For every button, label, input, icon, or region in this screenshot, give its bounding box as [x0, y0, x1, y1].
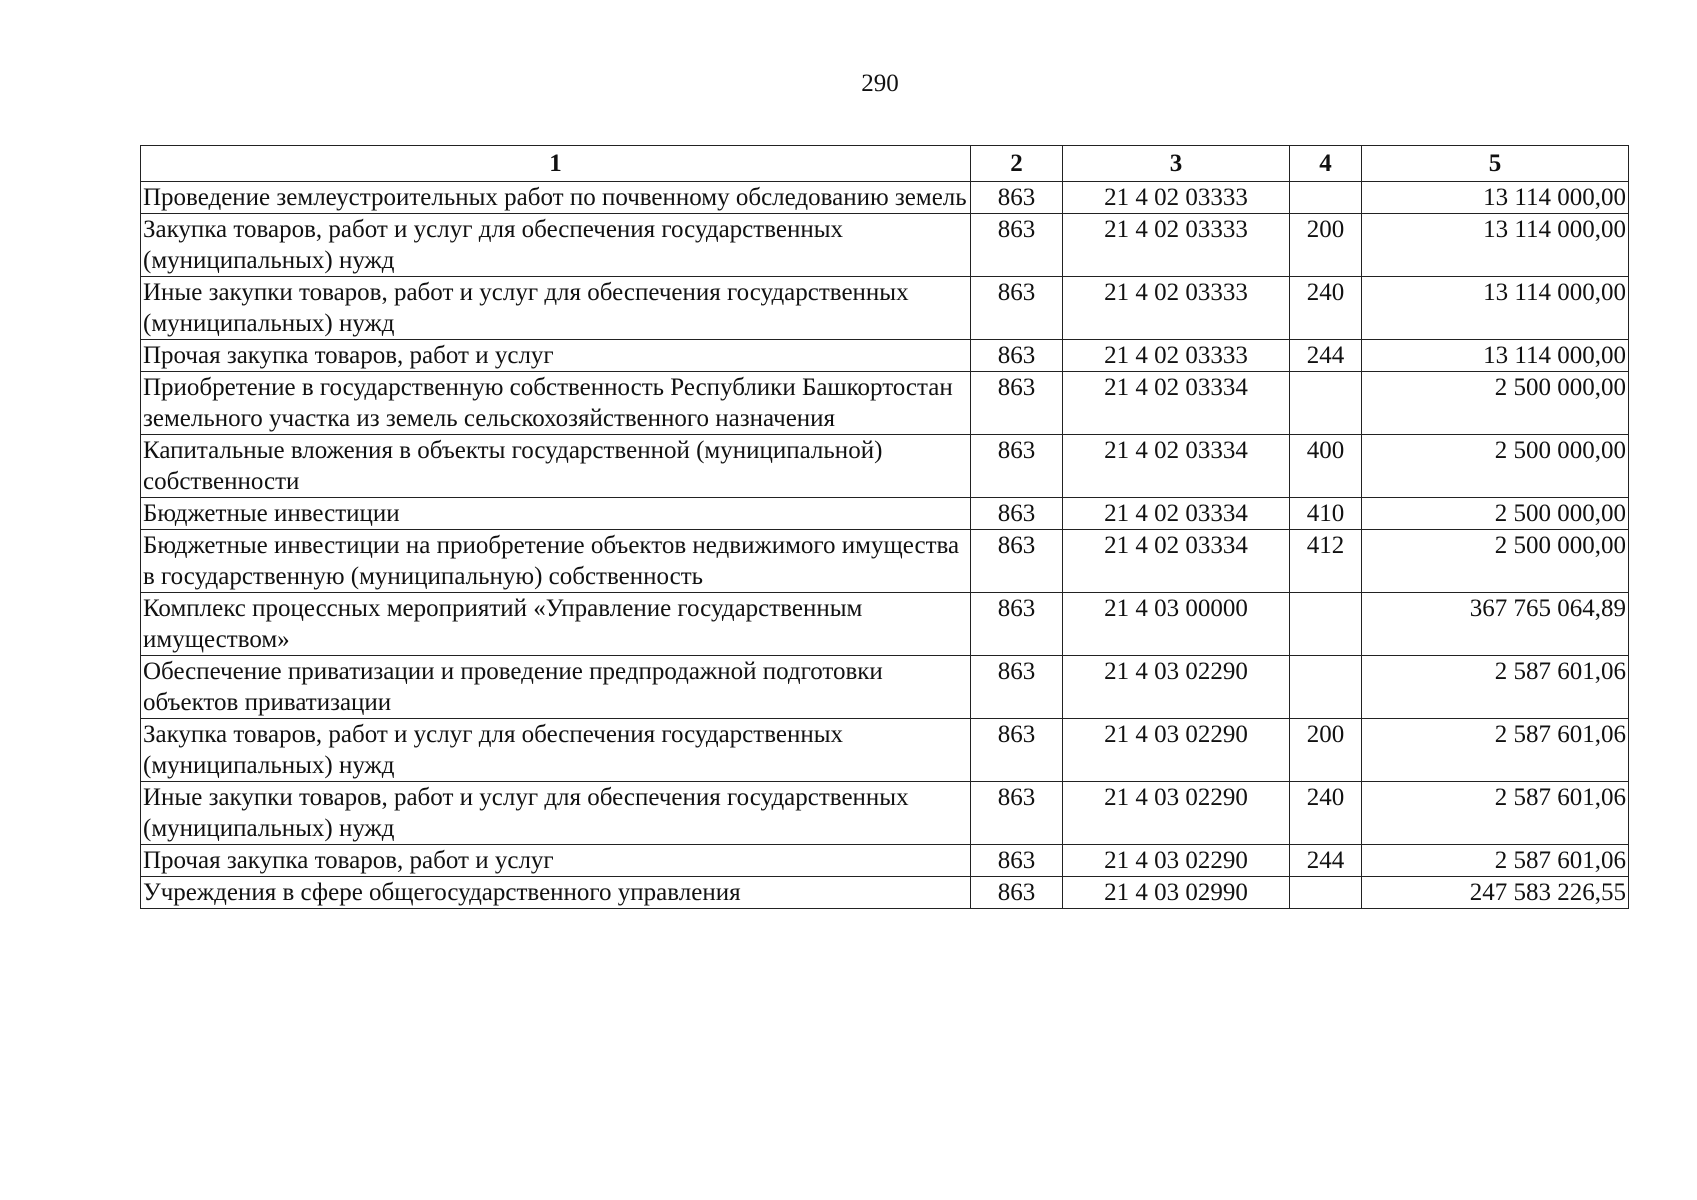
row-csr-cell: 21 4 02 03334 [1063, 372, 1290, 435]
row-csr-cell: 21 4 02 03334 [1063, 498, 1290, 530]
page-number: 290 [861, 70, 899, 97]
table-header-row [141, 146, 1629, 182]
row-name-cell: Прочая закупка товаров, работ и услуг [141, 845, 971, 877]
header-cell-1: 1 [141, 146, 971, 182]
row-amount-cell: 2 587 601,06 [1362, 782, 1629, 845]
table-row [141, 845, 1629, 877]
row-csr-cell: 21 4 02 03333 [1063, 340, 1290, 372]
row-vr-cell: 244 [1290, 845, 1362, 877]
row-vr-cell [1290, 656, 1362, 719]
row-csr-cell: 21 4 03 02290 [1063, 656, 1290, 719]
table-row [141, 340, 1629, 372]
header-cell-3: 3 [1063, 146, 1290, 182]
row-ministry-cell: 863 [971, 340, 1063, 372]
table-row [141, 719, 1629, 782]
row-amount-cell: 13 114 000,00 [1362, 214, 1629, 277]
row-ministry-cell: 863 [971, 782, 1063, 845]
table-row [141, 656, 1629, 719]
row-name-cell: Приобретение в государственную собственность Республики Башкортостан земельного участка из земель сельскохозяйственного назначения [141, 372, 971, 435]
row-amount-cell: 13 114 000,00 [1362, 277, 1629, 340]
row-vr-cell: 244 [1290, 340, 1362, 372]
row-csr-cell: 21 4 03 02990 [1063, 877, 1290, 909]
row-name-cell: Капитальные вложения в объекты государственной (муниципальной) собственности [141, 435, 971, 498]
row-name-cell: Бюджетные инвестиции на приобретение объектов недвижимого имущества в государственную (муниципальную) собственность [141, 530, 971, 593]
row-name-cell: Прочая закупка товаров, работ и услуг [141, 340, 971, 372]
row-amount-cell: 367 765 064,89 [1362, 593, 1629, 656]
row-ministry-cell: 863 [971, 435, 1063, 498]
row-name-cell: Закупка товаров, работ и услуг для обеспечения государственных (муниципальных) нужд [141, 719, 971, 782]
header-cell-2: 2 [971, 146, 1063, 182]
row-amount-cell: 2 587 601,06 [1362, 656, 1629, 719]
table-row [141, 782, 1629, 845]
row-csr-cell: 21 4 03 02290 [1063, 845, 1290, 877]
row-name-cell: Проведение землеустроительных работ по почвенному обследованию земель [141, 182, 971, 214]
table-row [141, 372, 1629, 435]
row-amount-cell: 2 587 601,06 [1362, 719, 1629, 782]
row-csr-cell: 21 4 02 03333 [1063, 182, 1290, 214]
table-row [141, 182, 1629, 214]
row-amount-cell: 13 114 000,00 [1362, 340, 1629, 372]
table-row [141, 498, 1629, 530]
row-vr-cell: 400 [1290, 435, 1362, 498]
row-csr-cell: 21 4 02 03334 [1063, 530, 1290, 593]
row-csr-cell: 21 4 02 03333 [1063, 277, 1290, 340]
row-amount-cell: 247 583 226,55 [1362, 877, 1629, 909]
row-amount-cell: 2 500 000,00 [1362, 530, 1629, 593]
row-name-cell: Закупка товаров, работ и услуг для обеспечения государственных (муниципальных) нужд [141, 214, 971, 277]
row-ministry-cell: 863 [971, 719, 1063, 782]
table-row [141, 593, 1629, 656]
row-ministry-cell: 863 [971, 845, 1063, 877]
row-ministry-cell: 863 [971, 182, 1063, 214]
row-vr-cell [1290, 877, 1362, 909]
row-vr-cell: 240 [1290, 277, 1362, 340]
row-csr-cell: 21 4 03 00000 [1063, 593, 1290, 656]
row-amount-cell: 2 587 601,06 [1362, 845, 1629, 877]
row-vr-cell: 240 [1290, 782, 1362, 845]
row-csr-cell: 21 4 03 02290 [1063, 719, 1290, 782]
row-amount-cell: 2 500 000,00 [1362, 435, 1629, 498]
header-cell-4: 4 [1290, 146, 1362, 182]
row-ministry-cell: 863 [971, 877, 1063, 909]
row-vr-cell: 200 [1290, 214, 1362, 277]
row-vr-cell [1290, 593, 1362, 656]
row-vr-cell: 200 [1290, 719, 1362, 782]
row-csr-cell: 21 4 02 03334 [1063, 435, 1290, 498]
row-vr-cell: 410 [1290, 498, 1362, 530]
row-ministry-cell: 863 [971, 214, 1063, 277]
row-csr-cell: 21 4 02 03333 [1063, 214, 1290, 277]
row-amount-cell: 2 500 000,00 [1362, 498, 1629, 530]
table-row [141, 877, 1629, 909]
row-csr-cell: 21 4 03 02290 [1063, 782, 1290, 845]
row-ministry-cell: 863 [971, 656, 1063, 719]
budget-table [140, 145, 1629, 909]
table-row [141, 530, 1629, 593]
row-ministry-cell: 863 [971, 530, 1063, 593]
row-ministry-cell: 863 [971, 593, 1063, 656]
table-row [141, 277, 1629, 340]
row-amount-cell: 13 114 000,00 [1362, 182, 1629, 214]
row-vr-cell [1290, 372, 1362, 435]
row-name-cell: Иные закупки товаров, работ и услуг для обеспечения государственных (муниципальных) нужд [141, 277, 971, 340]
row-ministry-cell: 863 [971, 498, 1063, 530]
row-name-cell: Комплекс процессных мероприятий «Управление государственным имуществом» [141, 593, 971, 656]
table-row [141, 214, 1629, 277]
table-row [141, 435, 1629, 498]
row-name-cell: Иные закупки товаров, работ и услуг для обеспечения государственных (муниципальных) нужд [141, 782, 971, 845]
row-ministry-cell: 863 [971, 372, 1063, 435]
row-ministry-cell: 863 [971, 277, 1063, 340]
row-name-cell: Обеспечение приватизации и проведение предпродажной подготовки объектов приватизации [141, 656, 971, 719]
row-name-cell: Учреждения в сфере общегосударственного управления [141, 877, 971, 909]
header-cell-5: 5 [1362, 146, 1629, 182]
table-body [141, 182, 1629, 909]
row-vr-cell: 412 [1290, 530, 1362, 593]
row-vr-cell [1290, 182, 1362, 214]
row-name-cell: Бюджетные инвестиции [141, 498, 971, 530]
row-amount-cell: 2 500 000,00 [1362, 372, 1629, 435]
